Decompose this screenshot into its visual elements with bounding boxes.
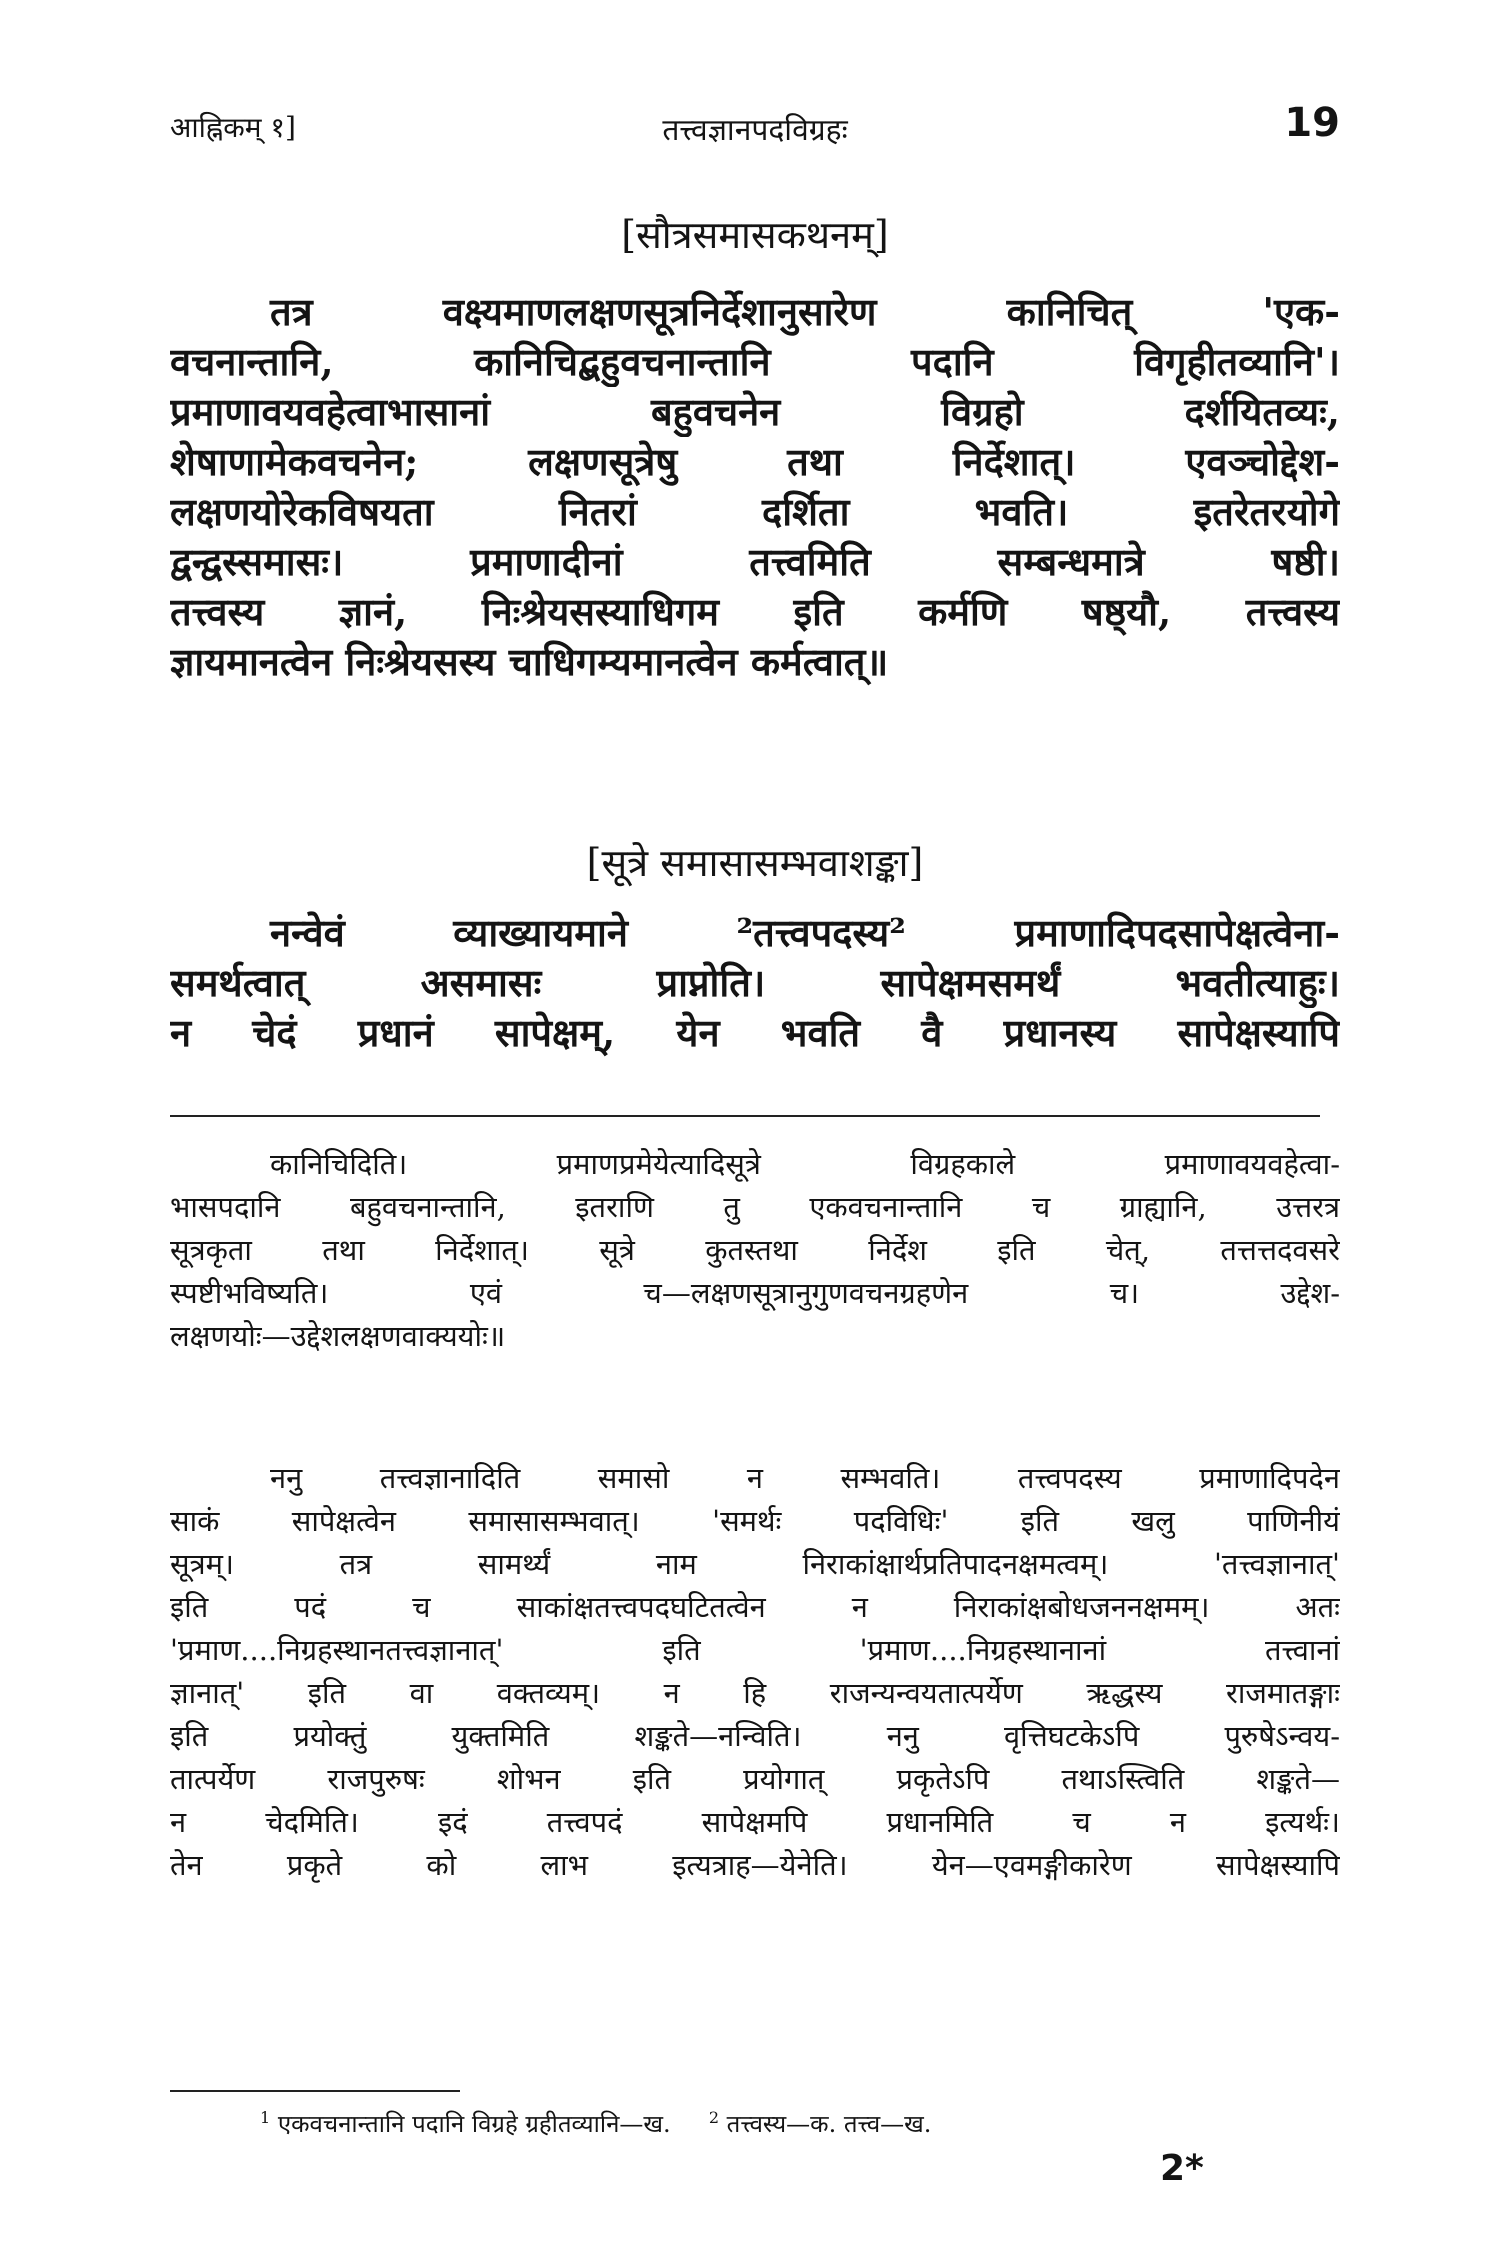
commentary-divider [170,1115,1320,1117]
footnote-1-mark: 1 [260,2108,271,2127]
text-line: समर्थत्वात् असमासः प्राप्नोति। सापेक्षमसमर्थं भवतीत्याहुः। [170,960,1340,1005]
commentary-line: इति प्रयोक्तुं युक्तमिति शङ्कते—नन्विति। ननु वृत्तिघटकेऽपि पुरुषेऽन्वय- [170,1719,1340,1753]
section-heading-2: [सूत्रे समासासम्भवाशङ्का] [586,841,924,885]
text-line: शेषाणामेकवचनेन; लक्षणसूत्रेषु तथा निर्देशात्। एवञ्चोद्देश- [170,439,1340,484]
commentary-line: इति पदं च साकांक्षतत्त्वपदघटितत्वेन न निराकांक्षबोधजननक्षमम्। अतः [170,1590,1340,1624]
commentary-block-1 [170,1143,1340,1358]
chapter-label: आह्निकम् १] [170,111,296,144]
section-1-text [170,287,1340,687]
footnote-1-text: एकवचनान्तानि पदानि विग्रहे ग्रहीतव्यानि—ख. [277,2110,671,2138]
commentary-block-2 [170,1457,1340,1887]
text-line: लक्षणयोरेकविषयता नितरां दर्शिता भवति। इतरेतरयोगे [170,489,1340,534]
text-line: प्रमाणावयवहेत्वाभासानां बहुवचनेन विग्रहो दर्शयितव्यः, [170,389,1340,434]
commentary-line: तात्पर्येण राजपुरुषः शोभन इति प्रयोगात् प्रकृतेऽपि तथाऽस्त्विति शङ्कते— [170,1762,1340,1796]
commentary-line: ज्ञानात्' इति वा वक्तव्यम्। न हि राजन्यन्वयतात्पर्येण ऋद्धस्य राजमातङ्गाः [170,1676,1340,1710]
text-line: न चेदं प्रधानं सापेक्षम्, येन भवति वै प्रधानस्य सापेक्षस्यापि [170,1010,1340,1055]
footnote-divider [170,2090,460,2092]
commentary-line: तेन प्रकृते को लाभ इत्यत्राह—येनेति। येन—एवमङ्गीकारेण सापेक्षस्यापि [170,1848,1340,1882]
commentary-line: कानिचिदिति। प्रमाणप्रमेयेत्यादिसूत्रे विग्रहकाले प्रमाणावयवहेत्वा- [270,1147,1340,1181]
text-line: द्वन्द्वस्समासः। प्रमाणादीनां तत्त्वमिति सम्बन्धमात्रे षष्ठी। [170,539,1340,584]
commentary-line: लक्षणयोः—उद्देशलक्षणवाक्ययोः॥ [170,1319,506,1353]
page-number: 19 [1284,100,1340,146]
footnote-2-mark: 2 [708,2108,719,2127]
running-title: तत्त्वज्ञानपदविग्रहः [662,113,848,148]
text-line: नन्वेवं व्याख्यायमाने ²तत्त्वपदस्य² प्रमाणादिपदसापेक्षत्वेना- [270,910,1340,955]
signature-mark: 2* [1160,2148,1204,2189]
commentary-line: ननु तत्त्वज्ञानादिति समासो न सम्भवति। तत्त्वपदस्य प्रमाणादिपदेन [270,1461,1340,1495]
commentary-line: भासपदानि बहुवचनान्तानि, इतराणि तु एकवचनान्तानि च ग्राह्यानि, उत्तरत्र [170,1190,1340,1224]
commentary-line: स्पष्टीभविष्यति। एवं च—लक्षणसूत्रानुगुणवचनग्रहणेन च। उद्देश- [170,1276,1340,1310]
commentary-line: 'प्रमाण....निग्रहस्थानतत्त्वज्ञानात्' इति 'प्रमाण....निग्रहस्थानानां तत्त्वानां [170,1633,1340,1667]
section-2-text [170,908,1340,1058]
commentary-line: सूत्रम्। तत्र सामर्थ्यं नाम निराकांक्षार्थप्रतिपादनक्षमत्वम्। 'तत्त्वज्ञानात्' [170,1547,1340,1581]
footnotes [260,2107,931,2140]
commentary-line: साकं सापेक्षत्वेन समासासम्भवात्। 'समर्थः पदविधिः' इति खलु पाणिनीयं [170,1504,1340,1538]
text-line: तत्र वक्ष्यमाणलक्षणसूत्रनिर्देशानुसारेण कानिचित् 'एक- [270,289,1340,334]
text-line: वचनान्तानि, कानिचिद्बहुवचनान्तानि पदानि विगृहीतव्यानि'। [170,339,1340,384]
commentary-line: न चेदमिति। इदं तत्त्वपदं सापेक्षमपि प्रधानमिति च न इत्यर्थः। [170,1805,1340,1839]
section-heading-1: [सौत्रसमासकथनम्] [621,213,889,257]
footnote-2-text: तत्त्वस्य—क. तत्त्व—ख. [726,2110,932,2138]
running-header [170,100,1340,168]
commentary-line: सूत्रकृता तथा निर्देशात्। सूत्रे कुतस्तथा निर्देश इति चेत्, तत्तत्तदवसरे [170,1233,1340,1267]
text-line: तत्त्वस्य ज्ञानं, निःश्रेयसस्याधिगम इति कर्मणि षष्ठ्यौ, तत्त्वस्य [170,589,1340,634]
text-line: ज्ञायमानत्वेन निःश्रेयसस्य चाधिगम्यमानत्वेन कर्मत्वात्॥ [170,639,889,684]
